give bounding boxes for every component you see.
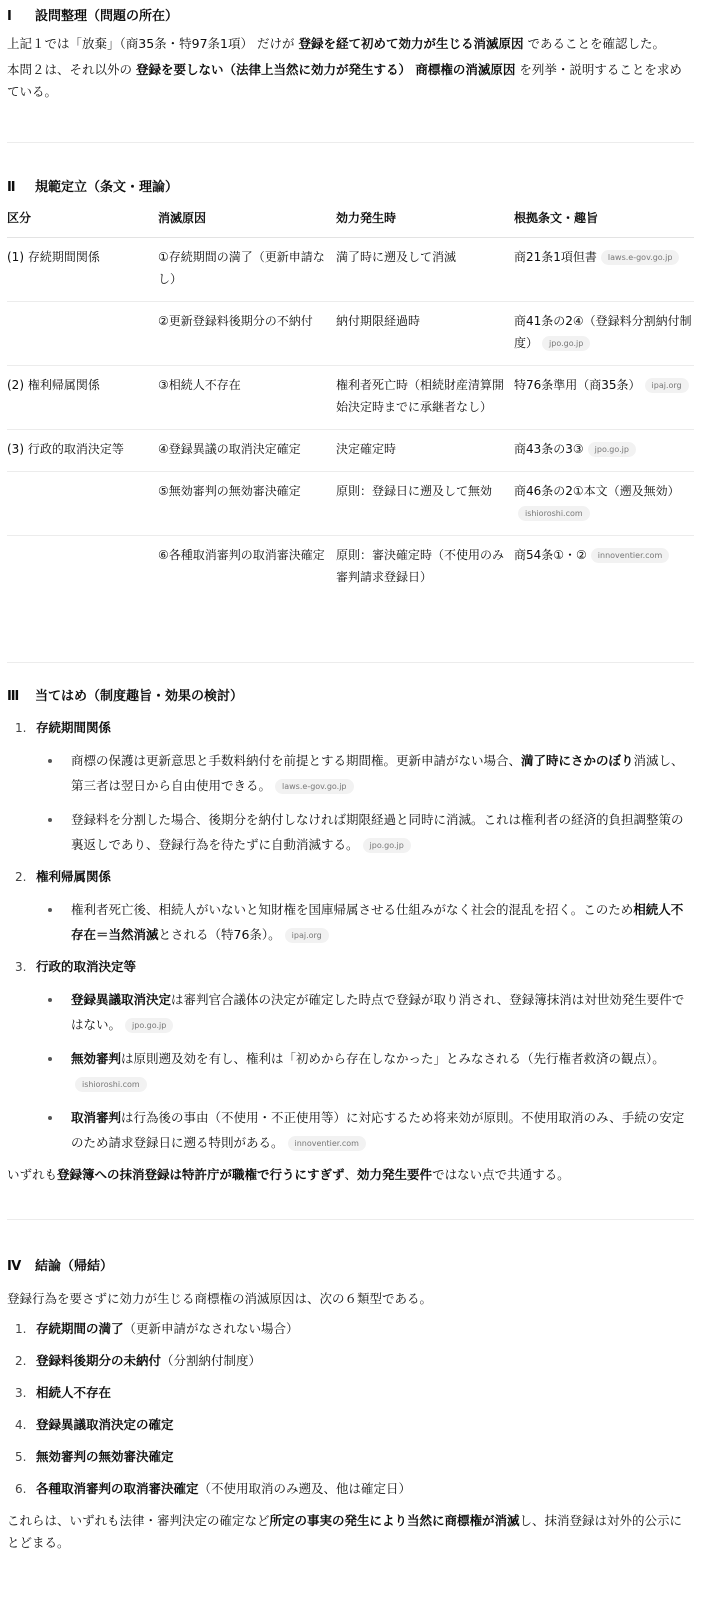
basis-cell: 商21条1項但書 laws.e-gov.go.jp [514, 238, 694, 302]
source-citation-badge[interactable]: ipaj.org [645, 378, 689, 393]
paragraph: 上記１では「放棄」（商35条・特97条1項） だけが 登録を経て初めて効力が生じる消滅原因 であることを確認した。 [7, 36, 665, 51]
bullet-list [36, 987, 694, 1155]
source-citation-badge[interactable]: laws.e-gov.go.jp [601, 250, 680, 265]
list-item: 3. 相続人不存在 [15, 1385, 112, 1400]
list-item: 5. 無効審判の無効審決確定 [15, 1449, 174, 1464]
section-application [7, 663, 694, 1219]
source-citation-badge[interactable]: jpo.go.jp [542, 336, 590, 351]
effect-cell: 権利者死亡時（相続財産清算開始決定時までに承継者なし） [336, 366, 514, 430]
category-cell: (1) 存続期間関係 [7, 238, 158, 302]
cause-cell: ①存続期間の満了（更新申請なし） [158, 238, 336, 302]
bullet-item: 登録料を分割した場合、後期分を納付しなければ期限経過と同時に消滅。これは権利者の経済的負担調整策の裏返しであり、登録行為を待たずに自動消滅する。 jpo.go.jp [36, 807, 694, 857]
source-citation-badge[interactable]: innoventier.com [591, 548, 669, 563]
category-cell: (2) 権利帰属関係 [7, 366, 158, 430]
source-citation-badge[interactable]: ishioroshi.com [518, 506, 590, 521]
category-cell [7, 536, 158, 600]
cause-cell: ②更新登録料後期分の不納付 [158, 302, 336, 366]
list-item: 6. 各種取消審判の取消審決確定（不使用取消のみ遡及、他は確定日） [15, 1481, 412, 1496]
source-citation-badge[interactable]: innoventier.com [288, 1136, 366, 1151]
category-cell: (3) 行政的取消決定等 [7, 430, 158, 472]
category-cell [7, 472, 158, 536]
section-heading: Ⅳ 結論（帰結） [7, 1259, 114, 1274]
basis-cell: 商43条の3③ jpo.go.jp [514, 430, 694, 472]
category-cell [7, 302, 158, 366]
source-citation-badge[interactable]: jpo.go.jp [125, 1018, 173, 1033]
list-item: 3. 行政的取消決定等 登録異議取消決定は審判官合議体の決定が確定した時点で登録が取り消され、登録簿抹消は対世効発生要件ではない。 jpo.go.jp 無効審判は原則遡及効を有し、権利は「初めから存在しなかった」とみなされる（先行権者救済の観点）。ishioroshi.com 取消審判は行為後の事由（不使用・不正使用等）に対応するため将来効が原則。不使用取消のみ、手続の安定のため請求登録日に遡る特則がある。 innoventier.com [7, 956, 694, 1155]
section-conclusion [7, 1220, 694, 1554]
section-norm-establishment [7, 143, 694, 662]
bullet-list [36, 748, 694, 857]
section-issue-identification [7, 6, 694, 142]
basis-cell: 商41条の2④（登録料分割納付制度） jpo.go.jp [514, 302, 694, 366]
source-citation-badge[interactable]: ipaj.org [285, 928, 329, 943]
column-header: 消滅原因 [158, 201, 336, 238]
bullet-item: 無効審判は原則遡及効を有し、権利は「初めから存在しなかった」とみなされる（先行権者救済の観点）。ishioroshi.com [36, 1046, 694, 1096]
table-header-row [7, 201, 694, 238]
cause-cell: ⑤無効審判の無効審決確定 [158, 472, 336, 536]
column-header: 根拠条文・趣旨 [514, 201, 694, 238]
column-header: 効力発生時 [336, 201, 514, 238]
column-header: 区分 [7, 201, 158, 238]
application-list [7, 717, 694, 1155]
effect-cell: 納付期限経過時 [336, 302, 514, 366]
effect-cell: 原則：登録日に遡及して無効 [336, 472, 514, 536]
summary-paragraph: いずれも登録簿への抹消登録は特許庁が職権で行うにすぎず、効力発生要件ではない点で共通する。 [7, 1167, 570, 1182]
list-item: 1. 存続期間関係 商標の保護は更新意思と手数料納付を前提とする期間権。更新申請がない場合、満了時にさかのぼり消滅し、第三者は翌日から自由使用できる。 laws.e-gov.go.jp 登録料を分割した場合、後期分を納付しなければ期限経過と同時に消滅。これは権利者の経済的負担調整策の裏返しであり、登録行為を待たずに自動消滅する。 jpo.go.jp [7, 717, 694, 857]
effect-cell: 満了時に遡及して消滅 [336, 238, 514, 302]
effect-cell: 決定確定時 [336, 430, 514, 472]
paragraph: 本問２は、それ以外の 登録を要しない（法律上当然に効力が発生する） 商標権の消滅原因 を列挙・説明することを求めている。 [7, 62, 682, 99]
bullet-list [36, 897, 694, 947]
source-citation-badge[interactable]: ishioroshi.com [75, 1077, 147, 1092]
list-item: 2. 権利帰属関係 権利者死亡後、相続人がいないと知財権を国庫帰属させる仕組みがなく社会的混乱を招く。このため相続人不存在＝当然消滅とされる（特76条）。 ipaj.org [7, 866, 694, 947]
source-citation-badge[interactable]: jpo.go.jp [588, 442, 636, 457]
list-item: 1. 存続期間の満了（更新申請がなされない場合） [15, 1321, 299, 1336]
bullet-item: 登録異議取消決定は審判官合議体の決定が確定した時点で登録が取り消され、登録簿抹消は対世効発生要件ではない。 jpo.go.jp [36, 987, 694, 1037]
table-row [7, 302, 694, 366]
source-citation-badge[interactable]: laws.e-gov.go.jp [275, 779, 354, 794]
basis-cell: 商46条の2①本文（遡及無効）ishioroshi.com [514, 472, 694, 536]
table-row [7, 238, 694, 302]
conclusion-list [7, 1318, 694, 1500]
bullet-item: 商標の保護は更新意思と手数料納付を前提とする期間権。更新申請がない場合、満了時にさかのぼり消滅し、第三者は翌日から自由使用できる。 laws.e-gov.go.jp [36, 748, 694, 798]
cause-cell: ⑥各種取消審判の取消審決確定 [158, 548, 325, 562]
bullet-item: 権利者死亡後、相続人がいないと知財権を国庫帰属させる仕組みがなく社会的混乱を招く。このため相続人不存在＝当然消滅とされる（特76条）。 ipaj.org [36, 897, 694, 947]
extinction-causes-table [7, 201, 694, 599]
table-row [7, 430, 694, 472]
source-citation-badge[interactable]: jpo.go.jp [363, 838, 411, 853]
bullet-item: 取消審判は行為後の事由（不使用・不正使用等）に対応するため将来効が原則。不使用取消のみ、手続の安定のため請求登録日に遡る特則がある。 innoventier.com [36, 1105, 694, 1155]
basis-cell: 特76条準用（商35条） ipaj.org [514, 366, 694, 430]
list-item: 4. 登録異議取消決定の確定 [15, 1417, 174, 1432]
table-row [7, 536, 694, 600]
basis-cell: 商54条①・② innoventier.com [514, 536, 694, 600]
cause-cell: ④登録異議の取消決定確定 [158, 430, 336, 472]
list-item: 2. 登録料後期分の未納付（分割納付制度） [15, 1353, 262, 1368]
closing-paragraph: これらは、いずれも法律・審判決定の確定など所定の事実の発生により当然に商標権が消滅し、抹消登録は対外的公示にとどまる。 [7, 1513, 683, 1550]
section-heading: Ⅰ 設問整理（問題の所在） [7, 9, 179, 24]
intro-paragraph: 登録行為を要さずに効力が生じる商標権の消滅原因は、次の６類型である。 [7, 1291, 433, 1306]
section-heading: Ⅱ 規範定立（条文・理論） [7, 180, 179, 195]
cause-cell: ③相続人不存在 [158, 366, 336, 430]
section-heading: Ⅲ 当てはめ（制度趣旨・効果の検討） [7, 689, 244, 704]
table-row [7, 366, 694, 430]
effect-cell: 原則：審決確定時（不使用のみ審判請求登録日） [336, 548, 505, 584]
table-row [7, 472, 694, 536]
